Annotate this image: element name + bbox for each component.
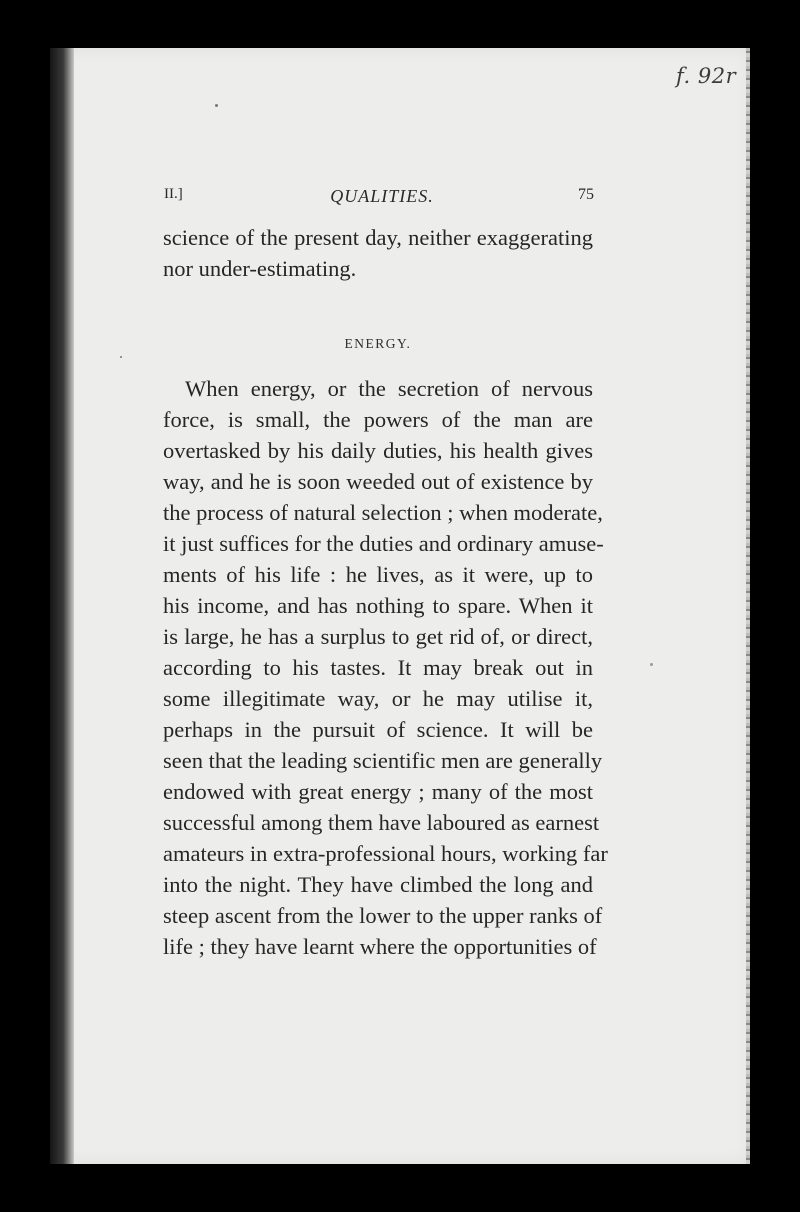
text-line: successful among them have laboured as earnest — [163, 810, 600, 835]
paper-speck — [120, 356, 122, 358]
text-line: When energy, or the secretion of nervous — [185, 376, 593, 401]
text-line: his income, and has nothing to spare. When it — [163, 593, 593, 618]
text-line: into the night. They have climbed the long and — [163, 872, 593, 897]
text-line: life ; they have learnt where the opportunities of — [163, 934, 597, 959]
page-number: 75 — [578, 186, 594, 203]
paper-speck — [650, 663, 653, 666]
page-deckle-edge — [746, 48, 750, 1164]
text-line: perhaps in the pursuit of science. It will be — [163, 717, 593, 742]
text-line: according to his tastes. It may break out in — [163, 655, 593, 680]
text-line: it just suffices for the duties and ordinary amuse- — [163, 531, 604, 556]
chapter-marker: II.] — [164, 186, 183, 202]
running-head — [164, 186, 600, 210]
text-line: science of the present day, neither exaggerating — [163, 225, 593, 250]
running-title: QUALITIES. — [330, 186, 434, 206]
text-line: overtasked by his daily duties, his health gives — [163, 438, 593, 463]
text-line: ments of his life : he lives, as it were, up to — [163, 562, 593, 587]
page-gutter-shadow — [50, 48, 74, 1164]
text-line: some illegitimate way, or he may utilise it, — [163, 686, 593, 711]
text-line: the process of natural selection ; when moderate, — [163, 500, 603, 525]
text-line: seen that the leading scientific men are generally — [163, 748, 603, 773]
folio-annotation: f. 92r — [676, 64, 737, 88]
text-line: nor under-estimating. — [163, 256, 357, 281]
text-line: way, and he is soon weeded out of existence by — [163, 469, 593, 494]
text-line: endowed with great energy ; many of the most — [163, 779, 593, 804]
paper-speck — [215, 104, 218, 107]
text-line: amateurs in extra-professional hours, working far — [163, 841, 608, 866]
text-line: force, is small, the powers of the man are — [163, 407, 593, 432]
section-heading: ENERGY. — [344, 336, 412, 351]
text-line: steep ascent from the lower to the upper ranks of — [163, 903, 603, 928]
text-line: is large, he has a surplus to get rid of, or direct, — [163, 624, 593, 649]
